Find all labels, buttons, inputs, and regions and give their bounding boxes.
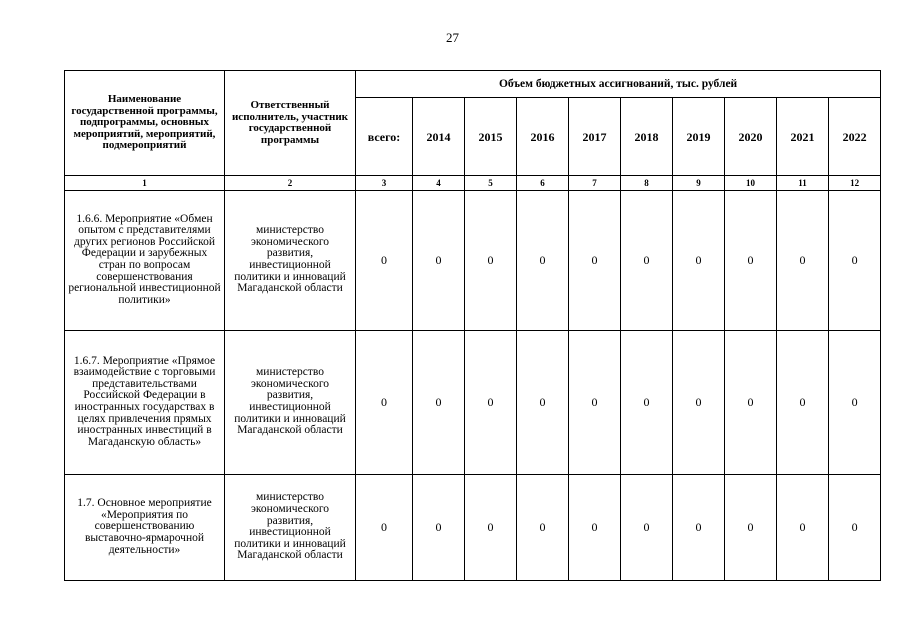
table-row: [65, 330, 881, 474]
responsible-executor: министерство экономического развития, инвестиционной политики и инноваций Магаданской области: [225, 190, 356, 330]
column-number: 7: [569, 176, 621, 190]
header-total: всего:: [356, 98, 413, 176]
column-number: 8: [621, 176, 673, 190]
value-year: 0: [465, 190, 517, 330]
activity-name: 1.6.6. Мероприятие «Обмен опытом с представителями других регионов Российской Федерации и зарубежных стран по вопросам совершенствования региональной инвестиционной политики»: [65, 190, 225, 330]
column-number: 5: [465, 176, 517, 190]
value-year: 0: [725, 474, 777, 581]
value-year: 0: [569, 330, 621, 474]
table-row: [65, 190, 881, 330]
value-year: 0: [673, 190, 725, 330]
column-number: 9: [673, 176, 725, 190]
header-year: 2017: [569, 98, 621, 176]
value-year: 0: [465, 330, 517, 474]
header-year: 2014: [413, 98, 465, 176]
header-year: 2019: [673, 98, 725, 176]
header-year: 2021: [777, 98, 829, 176]
budget-table: [64, 70, 881, 581]
header-year: 2022: [829, 98, 881, 176]
page-number: 27: [446, 30, 459, 45]
value-year: 0: [673, 474, 725, 581]
value-year: 0: [777, 190, 829, 330]
value-year: 0: [829, 330, 881, 474]
value-year: 0: [725, 330, 777, 474]
header-volume-column: Объем бюджетных ассигнований, тыс. рублей: [356, 71, 881, 98]
header-name-column: Наименование государственной программы, подпрограммы, основных мероприятий, мероприятий, подмероприятий: [65, 71, 225, 176]
activity-name: 1.6.7. Мероприятие «Прямое взаимодействие с торговыми представительствами Российской Федерации в иностранных государствах в целях привлечения прямых иностранных инвестиций в Магаданскую область»: [65, 330, 225, 474]
header-year: 2015: [465, 98, 517, 176]
value-year: 0: [777, 330, 829, 474]
column-number: 10: [725, 176, 777, 190]
value-year: 0: [621, 474, 673, 581]
value-year: 0: [517, 474, 569, 581]
value-year: 0: [829, 474, 881, 581]
value-year: 0: [621, 190, 673, 330]
value-year: 0: [569, 474, 621, 581]
value-year: 0: [621, 330, 673, 474]
column-number: 1: [65, 176, 225, 190]
value-total: 0: [356, 330, 413, 474]
value-year: 0: [413, 330, 465, 474]
value-year: 0: [673, 330, 725, 474]
value-total: 0: [356, 474, 413, 581]
value-year: 0: [465, 474, 517, 581]
value-year: 0: [829, 190, 881, 330]
value-year: 0: [413, 474, 465, 581]
responsible-executor: министерство экономического развития, инвестиционной политики и инноваций Магаданской области: [225, 330, 356, 474]
column-number: 6: [517, 176, 569, 190]
value-year: 0: [413, 190, 465, 330]
column-number: 11: [777, 176, 829, 190]
table-row: [65, 474, 881, 581]
column-number: 2: [225, 176, 356, 190]
activity-name: 1.7. Основное мероприятие «Мероприятия по совершенствованию выставочно-ярмарочной деятельности»: [65, 474, 225, 581]
header-executor-column: Ответственный исполнитель, участник государственной программы: [225, 71, 356, 176]
column-number-row: [65, 176, 881, 190]
value-year: 0: [777, 474, 829, 581]
column-number: 12: [829, 176, 881, 190]
column-number: 4: [413, 176, 465, 190]
value-year: 0: [725, 190, 777, 330]
column-number: 3: [356, 176, 413, 190]
header-year: 2018: [621, 98, 673, 176]
responsible-executor: министерство экономического развития, инвестиционной политики и инноваций Магаданской области: [225, 474, 356, 581]
header-year: 2016: [517, 98, 569, 176]
header-year: 2020: [725, 98, 777, 176]
value-year: 0: [517, 190, 569, 330]
value-year: 0: [517, 330, 569, 474]
value-year: 0: [569, 190, 621, 330]
value-total: 0: [356, 190, 413, 330]
